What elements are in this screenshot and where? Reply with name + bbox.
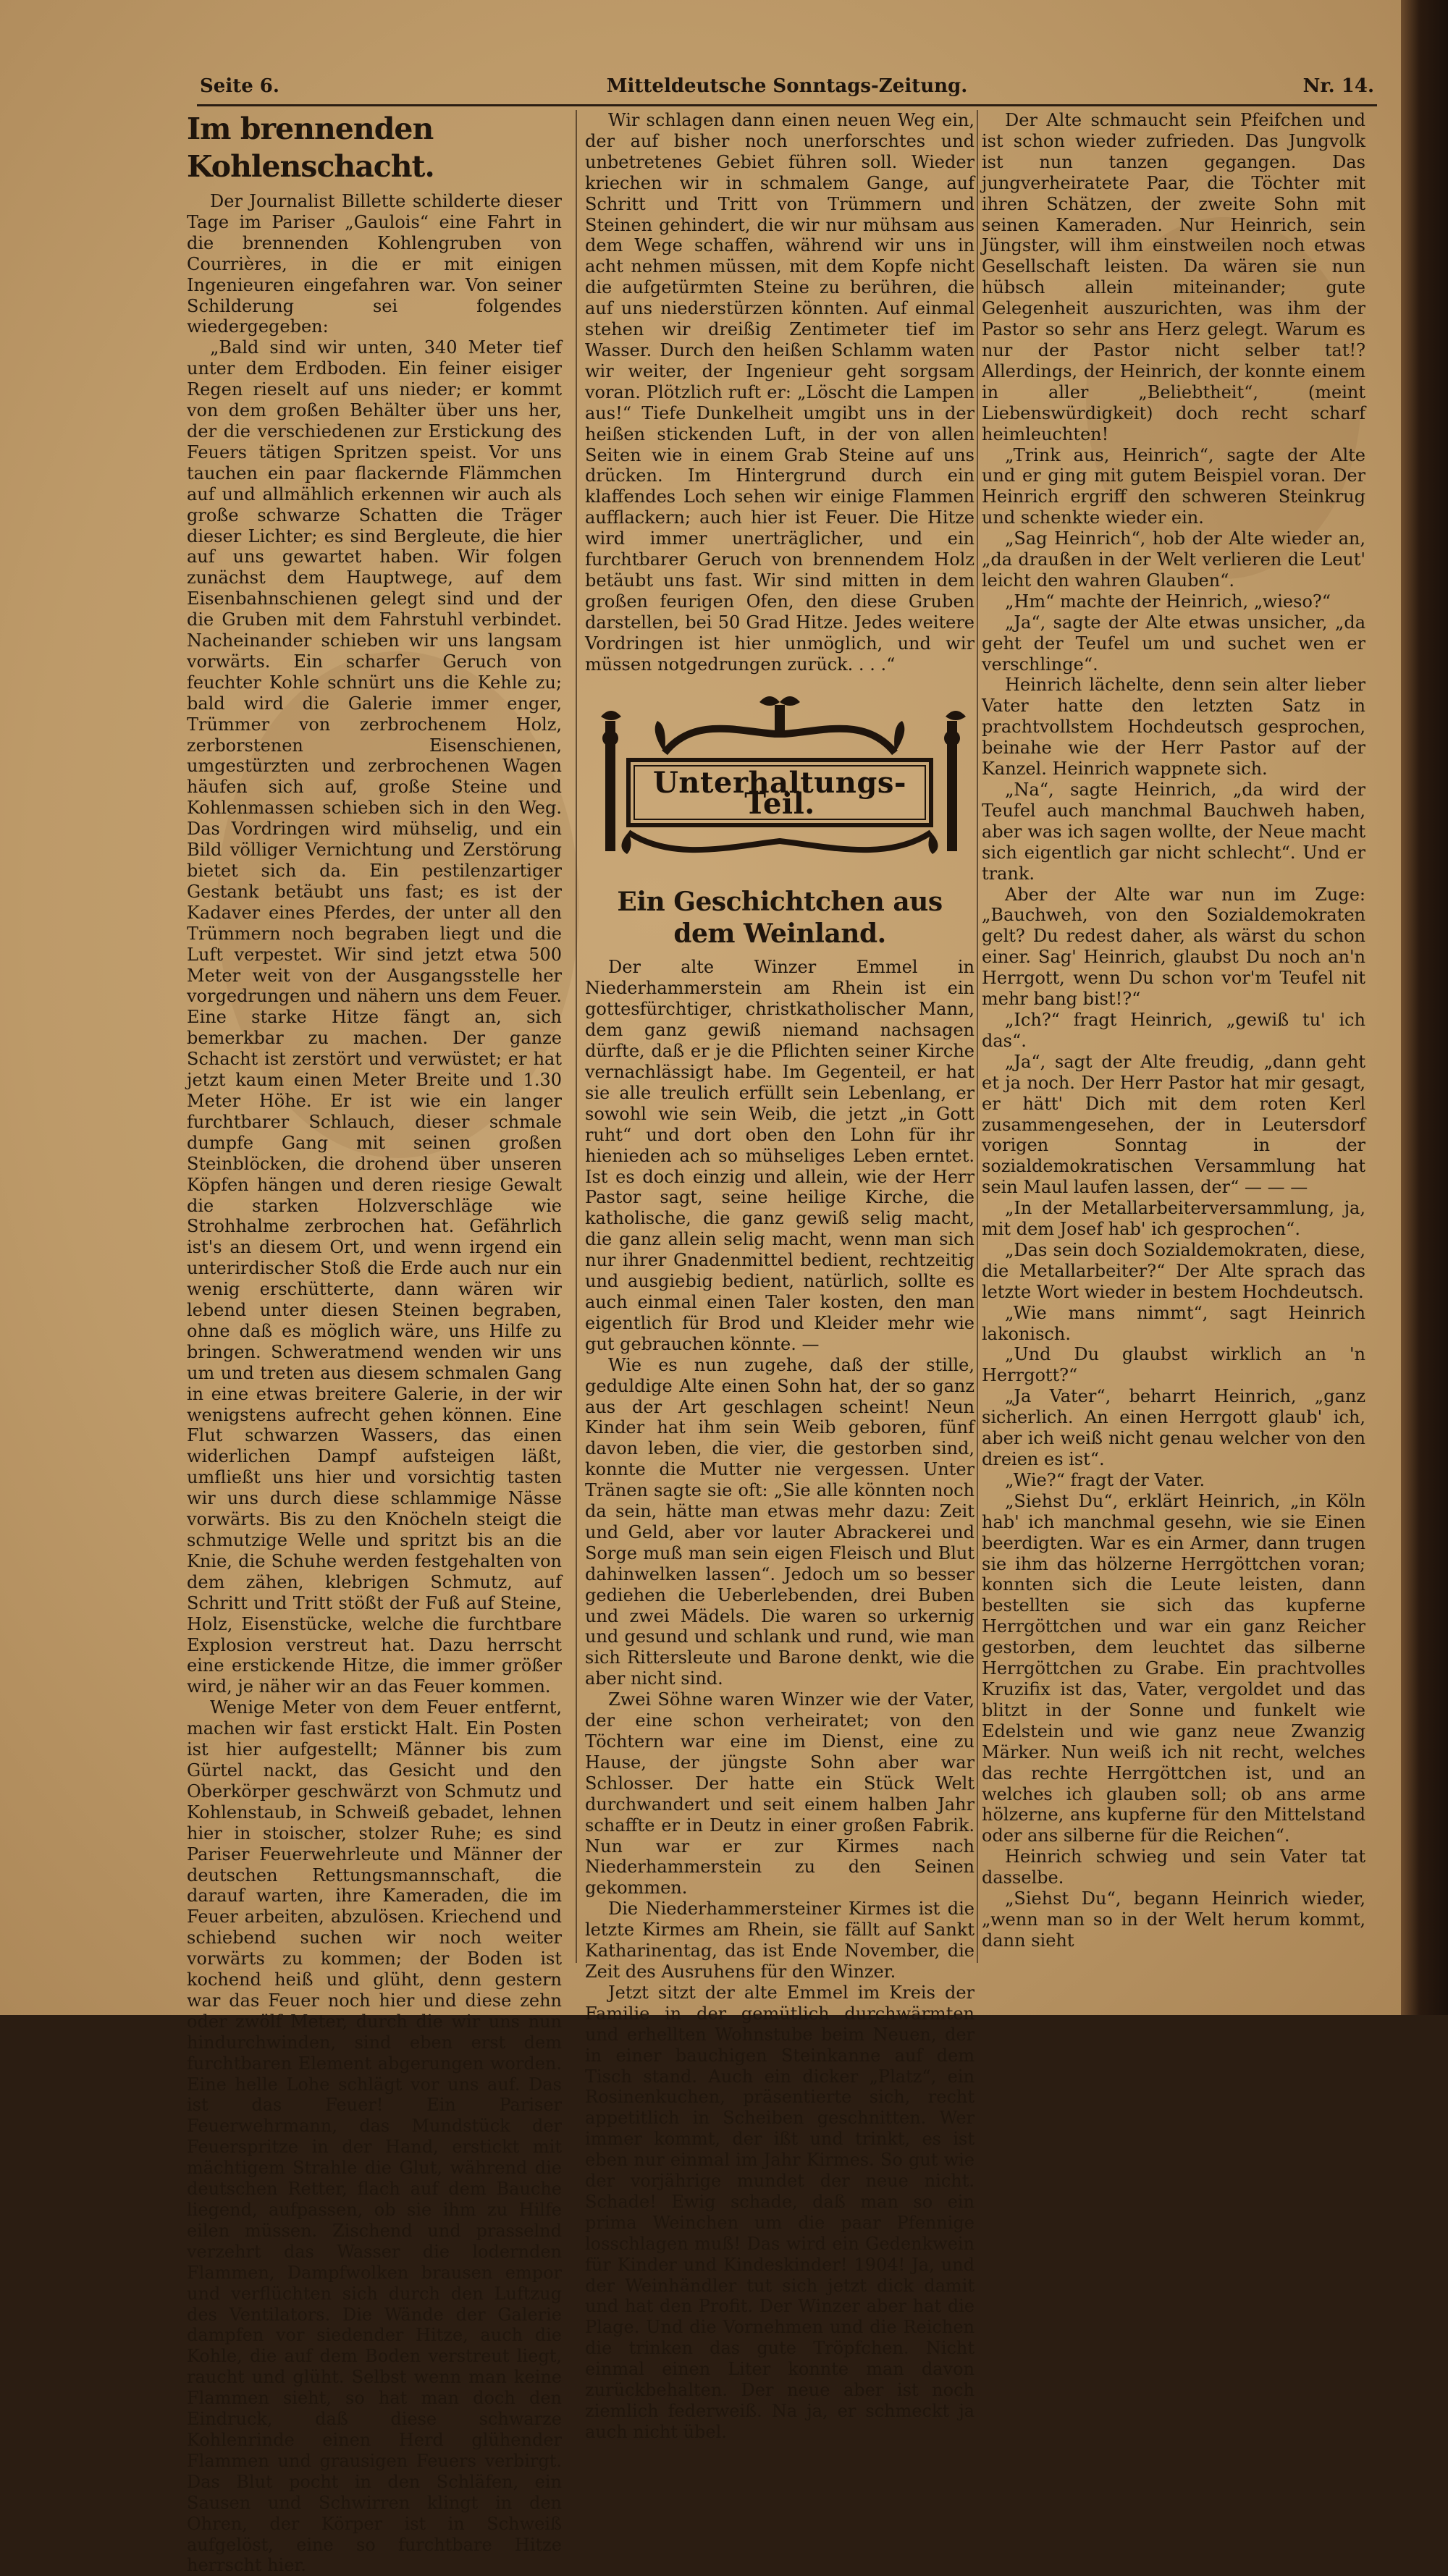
article-paragraph: „Ja“, sagt der Alte freudig, „dann geht et ja noch. Der Herr Pastor hat mir gesagt, er hätt' Dich mit dem roten Kerl zusammengesehen, der in Leutersdorf vorigen Sonntag in der sozialdemokratischen Versammlung hat sein Maul laufen lassen, der“ — — — (982, 1051, 1365, 1198)
article-paragraph: „Und Du glaubst wirklich an 'n Herrgott?“ (982, 1344, 1365, 1386)
column-rule (977, 110, 978, 1963)
book-binding (1401, 0, 1448, 2015)
article-paragraph: „Ja“, sagte der Alte etwas unsicher, „da geht der Teufel um und suchet wen er verschlinge“. (982, 612, 1365, 675)
article-paragraph: „Wie mans nimmt“, sagt Heinrich lakonisch. (982, 1302, 1365, 1344)
newspaper-title: Mitteldeutsche Sonntags-Zeitung. (606, 75, 968, 97)
article-paragraph: Der Alte schmaucht sein Pfeifchen und ist schon wieder zufrieden. Das Jungvolk ist nun tanzen gegangen. Das jungverheiratete Paar, die Töchter mit ihren Schätzen, der zweite Sohn mit seinen Kameraden. Nur Heinrich, sein Jüngster, will ihm einstweilen noch etwas Gesellschaft leisten. Da wären sie nun hübsch allein miteinander; gute Gelegenheit auszurichten, was ihm der Pastor so sehr ans Herz gelegt. Warum es nur der Pastor nicht selber tat!? Allerdings, der Heinrich, der konnte einem in aller „Beliebtheit“, (meint Liebenswürdigkeit) doch recht scharf heimleuchten! (982, 110, 1365, 444)
article-headline: Ein Geschichtchen aus dem Weinland. (617, 887, 943, 950)
article-paragraph: „Sag Heinrich“, hob der Alte wieder an, „da draußen in der Welt verlieren die Leut' leicht den wahren Glauben“. (982, 528, 1365, 591)
column-3 (982, 110, 1365, 1963)
article-paragraph: Der alte Winzer Emmel in Niederhammerstein am Rhein ist ein gottesfürchtiger, christkatholischer Mann, dem ganz gewiß niemand nachsagen dürfte, daß er je die Pflichten seiner Kirche vernachlässigt habe. Im Gegenteil, er hat sie alle treulich erfüllt sein Lebenlang, er sowohl wie sein Weib, die jetzt „in Gott ruht“ und dort oben den Lohn für ihr hienieden ach so mühseliges Leben erntet. Ist es doch einzig und allein, wie der Herr Pastor sagt, seine heilige Kirche, die katholische, die ganz gewiß selig macht, die ganz allein selig macht, wenn man sich nur ihrer Gnadenmittel bedient, rechtzeitig und ausgiebig bedient, natürlich, sollte es auch einmal einen Taler kosten, den man eigentlich für Brod und Kleider mehr wie gut gebrauchen könnte. — (585, 957, 975, 1354)
article-paragraph: „Trink aus, Heinrich“, sagte der Alte und er ging mit gutem Beispiel voran. Der Heinrich ergriff den schweren Steinkrug und schenkte wieder ein. (982, 444, 1365, 528)
section-banner (585, 688, 975, 876)
article-paragraph: „Wie?“ fragt der Vater. (1005, 1469, 1205, 1490)
article-paragraph: Zwei Söhne waren Winzer wie der Vater, der eine schon verheiratet; von den Töchtern war eine im Dienst, eine zu Hause, der jüngste Sohn aber war Schlosser. Der hatte ein Stück Welt durchwandert und seit einem halben Jahr schaffte er in Deutz in einer großen Fabrik. Nun war er zur Kirmes nach Niederhammerstein zu den Seinen gekommen. (585, 1689, 975, 1899)
article-paragraph: „Bald sind wir unten, 340 Meter tief unter dem Erdboden. Ein feiner eisiger Regen rieselt auf uns nieder; er kommt von dem großen Behälter über uns her, der die verschiedenen zur Erstickung des Feuers tätigen Spritzen speist. Vor uns tauchen ein paar flackernde Flämmchen auf und allmählich erkennen wir auch als große schwarze Schatten die Träger dieser Lichter; es sind Bergleute, die hier auf uns gewartet haben. Wir folgen zunächst dem Hauptwege, auf dem Eisenbahnschienen gelegt sind und der die Gruben mit dem Fahrstuhl verbindet. Nacheinander schieben wir uns langsam vorwärts. Ein scharfer Geruch von feuchter Kohle schnürt uns die Kehle zu; bald wird die Galerie immer enger, Trümmer von zerbrochenem Holz, zerborstenen Eisenschienen, umgestürzten und zerbrochenen Wagen häufen sich auf, große Steine und Kohlenmassen schieben sich in den Weg. Das Vordringen wird mühselig, und ein Bild völliger Vernichtung und Zerstörung bietet sich da. Ein pestilenzartiger Gestank betäubt uns fast; es ist der Kadaver eines Pferdes, der unter all den Trümmern noch begraben liegt und die Luft verpestet. Wir sind jetzt etwa 500 Meter weit von der Ausgangsstelle her vorgedrungen und nähern uns dem Feuer. Eine starke Hitze fängt an, sich bemerkbar zu machen. Der ganze Schacht ist zerstört und verwüstet; er hat jetzt kaum einen Meter Breite und 1.30 Meter Höhe. Er ist wie ein langer furchtbarer Schlauch, dieser schmale dumpfe Gang mit seinen großen Steinblöcken, die drohend über unseren Köpfen hängen und deren riesige Gewalt die starken Holzverschläge wie Strohhalme zerbrochen hat. Gefährlich ist's an diesem Ort, und wenn irgend ein unterirdischer Stoß die Erde auch nur ein wenig erschütterte, dann wären wir lebend unter diesen Steinen begraben, ohne daß es möglich wäre, uns Hilfe zu bringen. Schweratmend wenden wir uns um und treten aus diesem schmalen Gang in eine etwas breitere Galerie, in der wir wenigstens aufrecht gehen können. Eine Flut schwarzen Wassers, das einen widerlichen Dampf aufsteigen läßt, umfließt uns hier und vorsichtig tasten wir uns durch diese schlammige Nässe vorwärts. Bis zu den Knöcheln steigt die schmutzige Welle und spritzt bis an die Knie, die Schuhe werden festgehalten von dem zähen, klebrigen Schmutz, auf Schritt und Tritt stößt der Fuß auf Steine, Holz, Eisenstücke, welche die furchtbare Explosion verstreut hat. Dazu herrscht eine erstickende Hitze, die immer größer wird, je näher wir an das Feuer kommen. (187, 337, 562, 1697)
article-paragraph: Wenige Meter von dem Feuer entfernt, machen wir fast erstickt Halt. Ein Posten ist hier aufgestellt; Männer bis zum Gürtel nackt, das Gesicht und den Oberkörper geschwärzt von Schmutz und Kohlenstaub, in Schweiß gebadet, lehnen hier in stoischer, stolzer Ruhe; es sind Pariser Feuerwehrleute und Männer der deutschen Rettungsmannschaft, die darauf warten, ihre Kameraden, die im Feuer arbeiten, abzulösen. Kriechend und schiebend suchen wir noch weiter vorwärts zu kommen; der Boden ist kochend heiß und glüht, denn gestern war das Feuer noch hier und diese zehn oder zwölf Meter, durch die wir uns nun hindurchwinden, sind eben erst dem furchtbaren Element abgerungen worden. Eine helle Lohe schlägt vor uns auf. Das ist das Feuer! Ein Pariser Feuerwehrmann, das Mundstück der Feuerspritze in der Hand, erstickt mit mächtigem Strahle die Glut, während die deutschen Retter, flach auf dem Bauche liegend, aufpassen, ob sie ihm zu Hilfe eilen müssen. Zischend und prasselnd verzehrt das Wasser die lodernden Flammen, Dampfwolken brausen empor und verflüchten sich durch den Luftzug des Ventilators. Die Wände der Galerie dampfen vor siedender Hitze, auch die Kohle, die auf dem Boden verstreut liegt, raucht und glüht. Selbst wenn man keine Flammen sieht, so hat man doch den Eindruck, daß diese schwarze Kohlenrinde einen Herd glühender Flammen und grausigen Feuers verbirgt. Das Blut pocht in den Schläfen, ein Sausen und Schwirren klingt in den Ohren, der Körper ist in Schweiß aufgelöst, eine so furchtbare Hitze herrscht hier. (187, 1697, 562, 2576)
issue-number: Nr. 14. (1302, 75, 1374, 97)
article-paragraph: Wir schlagen dann einen neuen Weg ein, der auf bisher noch unerforschtes und unbetretenes Gebiet führen soll. Wieder kriechen wir in schmalem Gange, auf Schritt und Tritt von Trümmern und Steinen gehindert, die wir nur mühsam aus dem Wege schaffen, während wir uns in acht nehmen müssen, mit dem Kopfe nicht die aufgetürmten Steine zu berühren, die auf uns niederstürzen könnten. Auf einmal stehen wir dreißig Zentimeter tief im Wasser. Durch den heißen Schlamm waten wir weiter, der Ingenieur geht sorgsam voran. Plötzlich ruft er: „Löscht die Lampen aus!“ Tiefe Dunkelheit umgibt uns in der heißen stickenden Luft, in der von allen Seiten wie in einem Grab Steine auf uns drücken. Im Hintergrund durch ein klaffendes Loch sehen wir einige Flammen aufflackern; auch hier ist Feuer. Die Hitze wird immer unerträglicher, und ein furchtbarer Geruch von brennendem Holz betäubt uns fast. Wir sind mitten in dem großen feurigen Ofen, den diese Gruben darstellen, bei 50 Grad Hitze. Jedes weitere Vordringen ist hier unmöglich, und wir müssen notgedrungen zurück. . . .“ (585, 110, 975, 675)
article-paragraph: Heinrich schwieg und sein Vater tat dasselbe. (982, 1846, 1365, 1888)
article-paragraph: „Siehst Du“, erklärt Heinrich, „in Köln hab' ich manchmal gesehn, wie sie Einen beerdigten. War es ein Armer, dann trugen sie ihm das hölzerne Herrgöttchen voran; konnten sich die Leute leisten, dann bestellten sie sich das kupferne Herrgöttchen und war ein ganz Reicher gestorben, dem leuchtet das silberne Herrgöttchen zu Grabe. Ein prachtvolles Kruzifix ist das, Vater, vergoldet und das blitzt in der Sonne und funkelt wie Edelstein und wie ganz neue Zwanzig Märker. Nun weiß ich nit recht, welches das rechte Herrgöttchen ist, und an welches ich glauben soll; ob ans arme hölzerne, ans kupferne für den Mittelstand oder ans silberne für die Reichen“. (982, 1490, 1365, 1846)
article-paragraph: „Na“, sagte Heinrich, „da wird der Teufel auch manchmal Bauchweh haben, aber was ich sagen wollte, der Neue macht sich eigentlich gar nicht schlecht“. Und er trank. (982, 780, 1365, 884)
page-header (197, 75, 1377, 106)
article-paragraph: Heinrich lächelte, denn sein alter lieber Vater hatte den letzten Satz in prachtvollstem Hochdeutsch gesprochen, beinahe wie der Herr Pastor auf der Kanzel. Heinrich wappnete sich. (982, 675, 1365, 780)
article-paragraph: „Ich?“ fragt Heinrich, „gewiß tu' ich das“. (982, 1009, 1365, 1051)
column-rule (576, 110, 577, 1963)
page-number: Seite 6. (200, 75, 279, 97)
article-paragraph: „Siehst Du“, begann Heinrich wieder, „wenn man so in der Welt herum kommt, dann sieht (982, 1888, 1365, 1951)
section-banner-label: Unterhaltungs-Teil. (653, 766, 906, 822)
article-paragraph: Aber der Alte war nun im Zuge: „Bauchweh, von den Sozialdemokraten gelt? Du redest daher, als wärst du schon einer. Sag' Heinrich, glaubst Du noch an'n Herrgott, wenn Du schon vor'm Teufel nit mehr bang bist!?“ (982, 884, 1365, 1010)
article-paragraph: „Das sein doch Sozialdemokraten, diese, die Metallarbeiter?“ Der Alte sprach das letzte Wort wieder in bestem Hochdeutsch. (982, 1239, 1365, 1302)
article-paragraph: „In der Metallarbeiterversammlung, ja, mit dem Josef hab' ich gesprochen“. (982, 1198, 1365, 1240)
article-paragraph: Wie es nun zugehe, daß der stille, geduldige Alte einen Sohn hat, der so ganz aus der Art geschlagen scheint! Neun Kinder hat ihm sein Weib geboren, fünf davon leben, die vier, die gestorben sind, konnte die Mutter nie vergessen. Unter Tränen sagte sie oft: „Sie alle könnten noch da sein, hätte man etwas mehr dazu: Zeit und Geld, aber vor lauter Abrackerei und Sorge muß man sein eigen Fleisch und Blut dahinwelken lassen“. Jedoch um so besser gediehen die Ueberlebenden, drei Buben und zwei Mädels. Die waren so urkernig und gesund und schlank und rund, wie man sich Rittersleute und Barone denkt, wie die aber nicht sind. (585, 1354, 975, 1689)
article-paragraph: „Ja Vater“, beharrt Heinrich, „ganz sicherlich. An einen Herrgott glaub' ich, aber ich weiß nicht genau welcher von den dreien es ist“. (982, 1386, 1365, 1469)
article-paragraph: Jetzt sitzt der alte Emmel im Kreis der Familie in der gemütlich durchwärmten und erhellten Wohnstube beim Neuen, der in einer bauchigen Steinkanne auf dem Tisch stand. Auch ein dicker „Platz“, ein Rosinenkuchen, präsentierte sich, recht appetitlich in Scheiben geschnitten. Wer immer kommt, der ißt und trinkt, es ist eben nur einmal im Jahr Kirmes. So gut wie der vorjährige mundet der neue nicht. Schade! Ewig schade, daß man so ein prima Weinchen um die paar Pfennige losschlagen muß! Das wird ein Gedenkwein für Kinder und Kindeskinder! 1904! Ja, und der Weinhändler tut sich jetzt dick damit und hat den Profit. Der Winzer aber hat die Plage. Und die Vornehmen und die Reichen die trinken das gute Tröpfchen. Nicht einmal einen Liter konnte man davon zurückbehalten. Der neue aber ist noch ziemlich federweiß. Na ja, er schmeckt ja auch nicht übel. (585, 1982, 975, 2442)
article-headline: Im brennenden Kohlenschacht. (187, 111, 434, 184)
article-paragraph: Der Journalist Billette schilderte dieser Tage im Pariser „Gaulois“ eine Fahrt in die brennenden Kohlengruben von Courrières, in die er mit einigen Ingenieuren eingefahren war. Von seiner Schilderung sei folgendes wiedergegeben: (187, 191, 562, 337)
article-paragraph: „Hm“ machte der Heinrich, „wieso?“ (1005, 591, 1331, 612)
column-1 (187, 110, 562, 2576)
column-2 (585, 110, 975, 2442)
article-paragraph: Die Niederhammersteiner Kirmes ist die letzte Kirmes am Rhein, sie fällt auf Sankt Katharinentag, das ist Ende November, die Zeit des Ausruhens für den Winzer. (585, 1899, 975, 1982)
